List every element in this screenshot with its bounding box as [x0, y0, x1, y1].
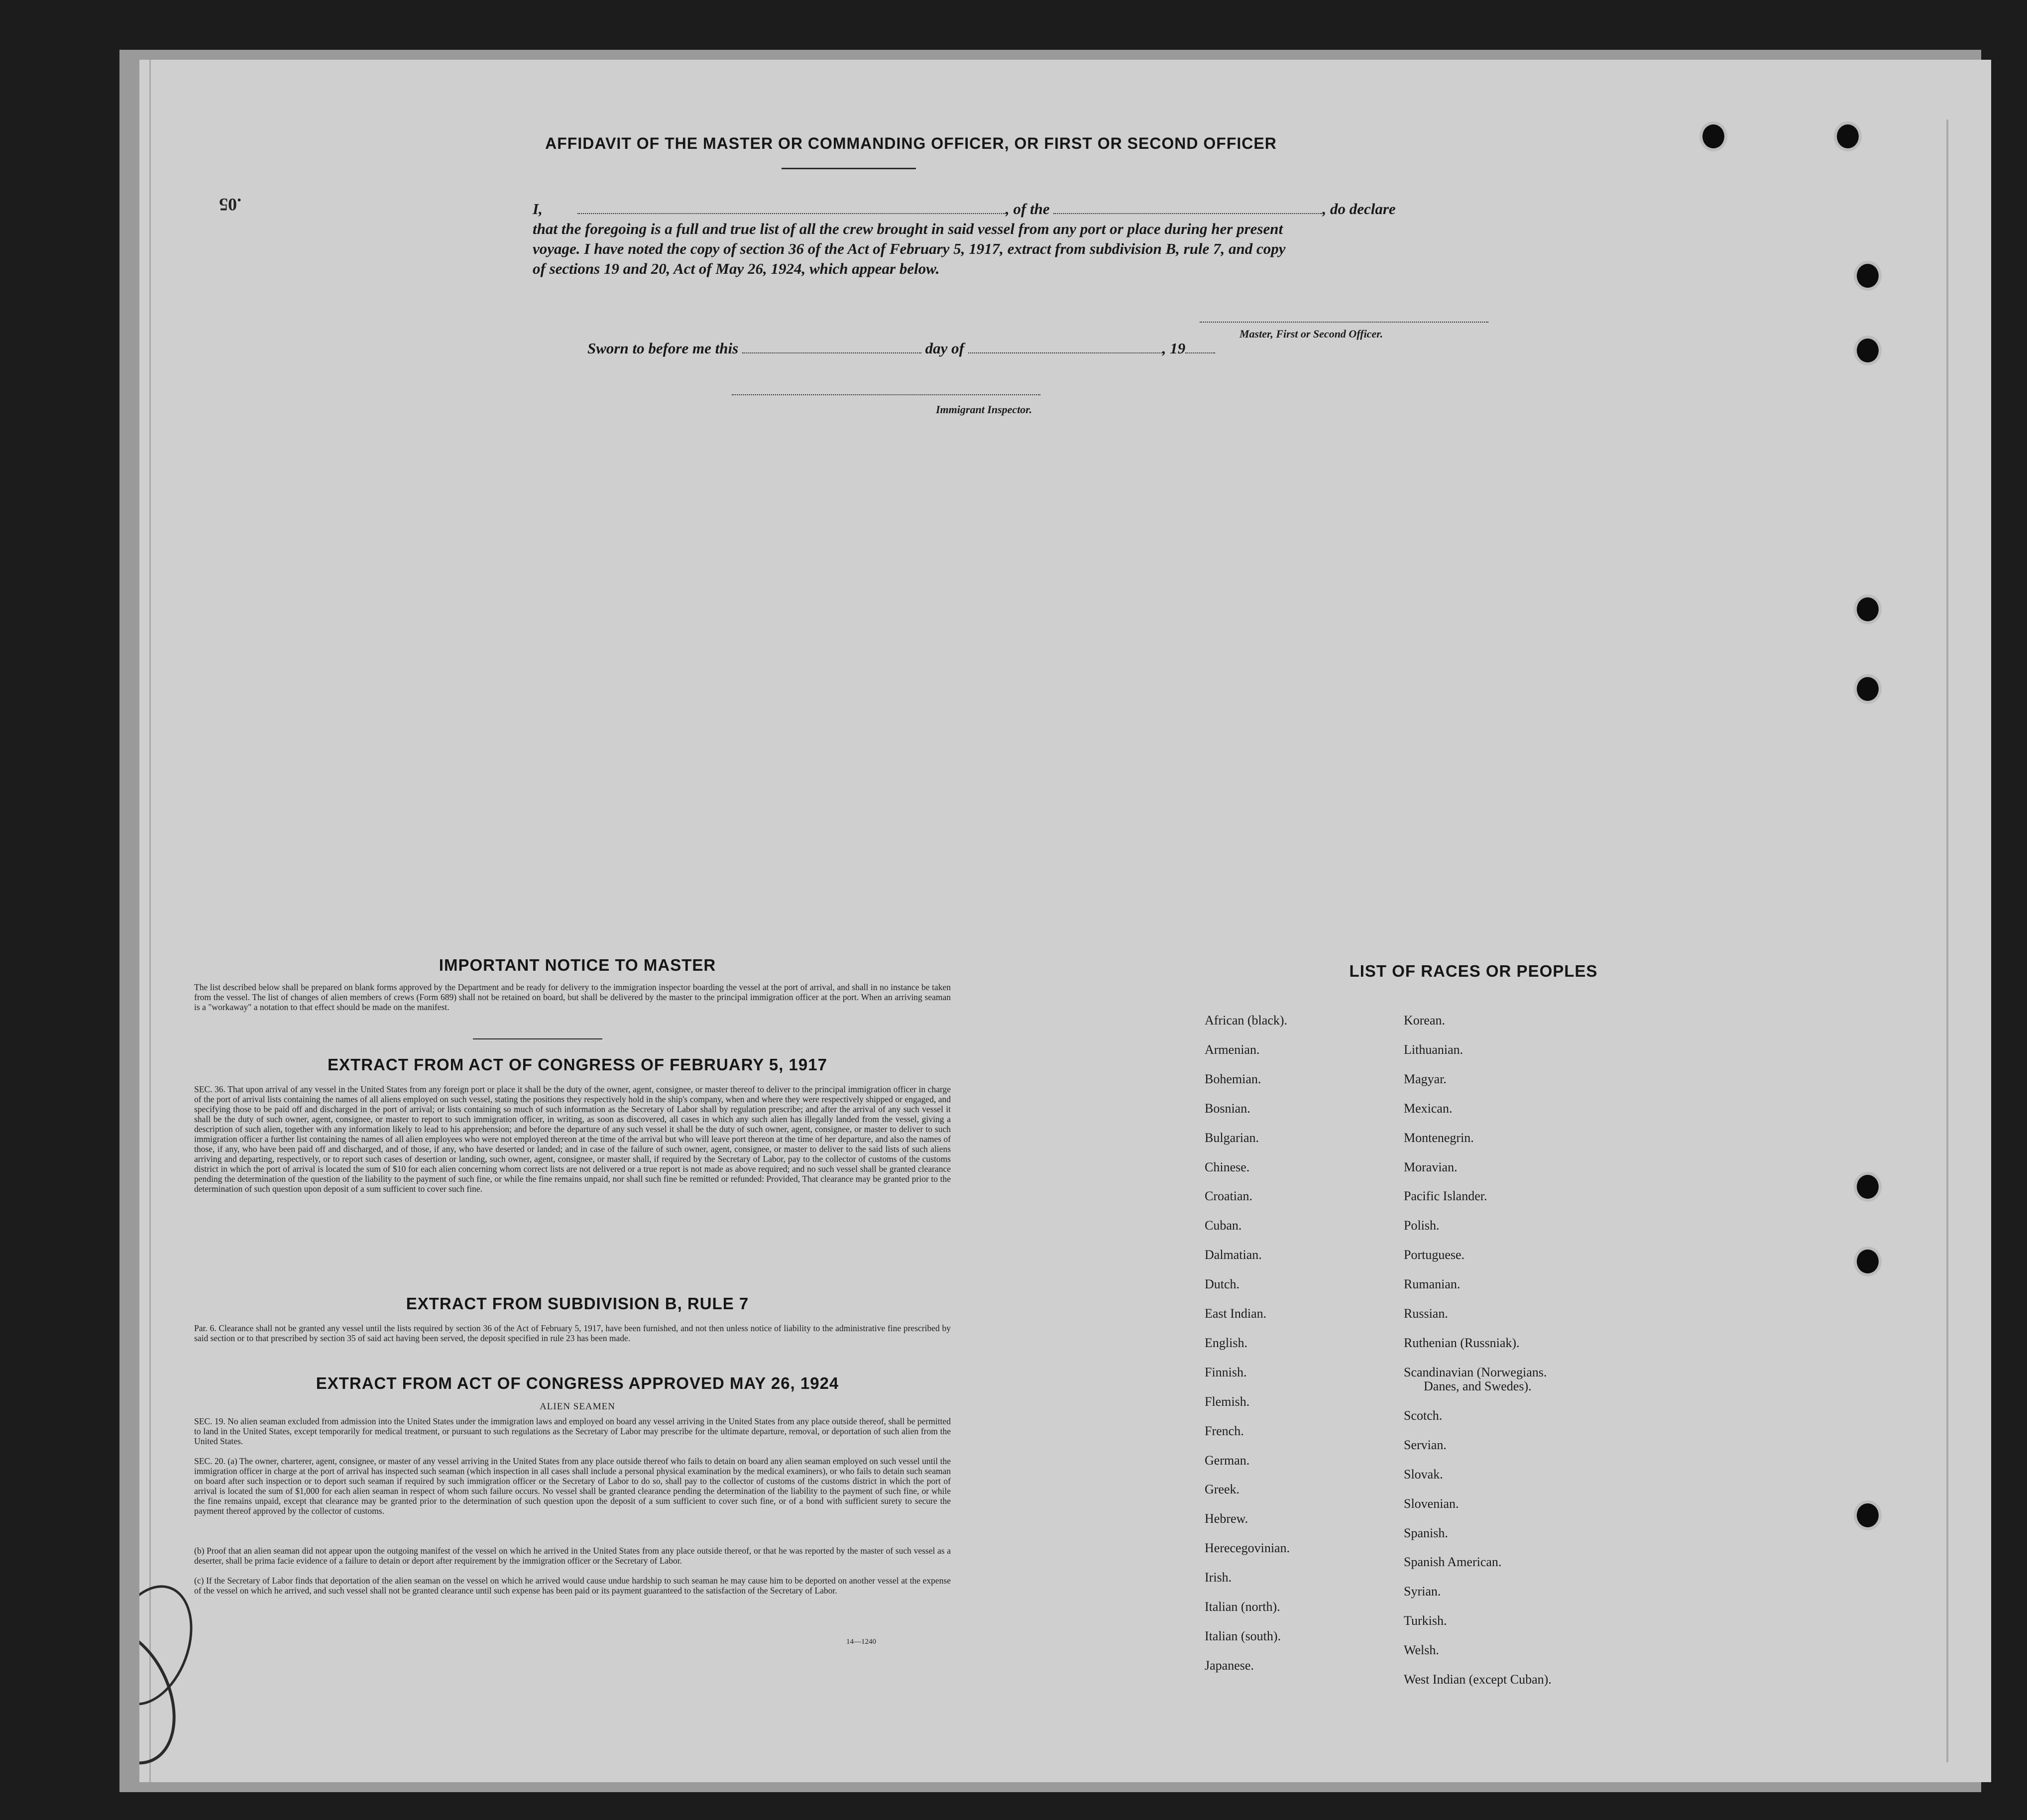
race-item: Irish. — [1205, 1570, 1232, 1585]
master-name-field[interactable] — [577, 200, 1006, 214]
affidavit-line-3: voyage. I have noted the copy of section 36 of the Act of February 5, 1917, extract from subdivision B, rule 7, and copy — [533, 240, 1286, 257]
affidavit-line-1 — [533, 199, 1558, 219]
race-item: Spanish. — [1404, 1525, 1448, 1540]
race-item: Slovenian. — [1404, 1496, 1459, 1511]
race-item: Korean. — [1404, 1013, 1446, 1027]
punch-hole — [1702, 124, 1724, 148]
title-rule — [782, 168, 916, 169]
race-item: Italian (south). — [1205, 1628, 1281, 1643]
race-item: Chinese. — [1205, 1159, 1250, 1174]
inspector-signature-line[interactable] — [732, 394, 1040, 395]
extract-1917-body: SEC. 36. That upon arrival of any vessel in the United States from any foreign port or place it shall be the duty of the owner, agent, consignee, or master thereof to deliver to the principal immigration officer in charge of the port of arrival lists containing the names of all aliens employed on such vessel, stating the positions they respectively hold in the ship's company, when and where they were respectively shipped or engaged, and specifying those to be paid off and discharged in the port of arrival; or lists containing so much of such information as the Secretary of Labor shall by regulation prescribe; and after the arrival of any such vessel it shall be the duty of such owner, agent, consignee, or master to report to such immigration officer, in writing, as soon as discovered, all cases in which any such alien has illegally landed from the vessel, giving a description of such alien, together with any information likely to lead to his apprehension; and before the departure of any such vessel it shall be the duty of such owner, agent, consignee, or master to deliver to such immigration officer a further list containing the names of all alien employees who were not employed thereon at the time of the arrival but who will leave port thereon at the time of her departure, and also the names of those, if any, who have been paid off and discharged, and of those, if any, who have deserted or landed; and in case of the failure of such owner, agent, consignee, or master to deliver to the said lists of such aliens arriving and departing, respectively, or to report such cases of desertion or landing, such owner, agent, consignee, or master shall, if required by the Secretary of Labor, pay to the collector of customs of the customs district in which the port of arrival is located the sum of $10 for each alien concerning whom correct lists are not delivered or a true report is not made as above required; and no such vessel shall be granted clearance pending the determination of the question of the liability to the payment of such fine, or while the fine remains unpaid, nor shall such fine be remitted or refunded: Provided, That clearance may be granted prior to the determination of such question upon deposit of a sum sufficient to cover such fine. — [194, 1084, 951, 1194]
extract-1924-title: EXTRACT FROM ACT OF CONGRESS APPROVED MAY 26, 1924 — [316, 1374, 839, 1392]
notice-title: IMPORTANT NOTICE TO MASTER — [439, 956, 716, 974]
extract-1924-sec20c: (c) If the Secretary of Labor finds that deportation of the alien seaman on the vessel on which he arrived would cause undue hardship to such seaman he may cause him to be deported on another vessel at the expense of the vessel on which he arrived, and such vessel shall not be granted clearance until such expense has been paid or its payment guaranteed to the satisfaction of the Secretary of Labor. — [194, 1576, 951, 1595]
race-item: Hebrew. — [1205, 1511, 1248, 1526]
page-edge-line — [1946, 119, 1948, 1762]
punch-hole — [1857, 1250, 1879, 1273]
race-item: Herecegovinian. — [1205, 1541, 1290, 1556]
race-item: English. — [1205, 1335, 1247, 1350]
notice-body: The list described below shall be prepared on blank forms approved by the Department and be ready for delivery to the immigration inspector boarding the vessel at the port of arrival, and shall in no instance be taken from the vessel. The list of changes of alien members of crews (Form 689) shall not be retained on board, but shall be delivered by the master to the principal immigration officer at the port. When an arriving seaman is a "workaway" a notation to that effect should be made on the manifest. — [194, 982, 951, 1012]
race-item: Croatian. — [1205, 1189, 1253, 1204]
master-signature-line[interactable] — [1200, 322, 1488, 323]
race-item: Turkish. — [1404, 1613, 1447, 1628]
race-item: Scandinavian (Norwegians. — [1404, 1365, 1547, 1379]
race-item: Flemish. — [1205, 1394, 1250, 1409]
race-item: Servian. — [1404, 1437, 1447, 1452]
affidavit-line-4: of sections 19 and 20, Act of May 26, 1924, which appear below. — [533, 260, 940, 277]
sworn-year-field[interactable] — [1185, 340, 1215, 353]
sworn-year-label: , 19 — [1162, 340, 1186, 357]
extract-1924-subtitle: ALIEN SEAMEN — [540, 1401, 615, 1412]
race-item: Montenegrin. — [1404, 1130, 1474, 1145]
margin-note: .05 — [219, 195, 241, 215]
punch-hole — [1857, 1175, 1879, 1199]
race-item: French. — [1205, 1423, 1244, 1438]
affidavit-i-label: I, — [533, 200, 543, 218]
extract-1924-sec20b: (b) Proof that an alien seaman did not appear upon the outgoing manifest of the vessel on which he arrived in the United States from any place outside thereof, or that he was reported by the master of such vessel as a deserter, shall be prima facie evidence of a failure to detain or deport after requirement by the immigration officer or the Secretary of Labor. — [194, 1546, 951, 1566]
race-item: Lithuanian. — [1404, 1042, 1464, 1057]
race-item: Bulgarian. — [1205, 1130, 1259, 1145]
sworn-month-field[interactable] — [968, 340, 1162, 353]
form-number: 14—1240 — [846, 1638, 876, 1646]
sworn-day-of-label: day of — [925, 340, 964, 357]
master-signature-caption: Master, First or Second Officer. — [1239, 328, 1383, 340]
race-item: Greek. — [1205, 1482, 1240, 1497]
affidavit-of-the-label: , of the — [1006, 200, 1050, 218]
affidavit-title: AFFIDAVIT OF THE MASTER OR COMMANDING OFFICER, OR FIRST OR SECOND OFFICER — [545, 134, 1277, 152]
race-item: Polish. — [1404, 1218, 1440, 1233]
race-item: Italian (north). — [1205, 1599, 1280, 1614]
page-edge-line — [149, 60, 151, 1782]
section-rule — [473, 1038, 602, 1039]
race-item: Welsh. — [1404, 1643, 1439, 1658]
punch-hole — [1857, 1503, 1879, 1527]
document-page — [139, 60, 1991, 1782]
punch-hole — [1857, 339, 1879, 362]
race-item: Finnish. — [1205, 1365, 1247, 1379]
race-item: African (black). — [1205, 1013, 1288, 1027]
race-item: Syrian. — [1404, 1584, 1441, 1599]
race-item: Russian. — [1404, 1306, 1448, 1321]
race-item: Spanish American. — [1404, 1555, 1502, 1570]
races-title: LIST OF RACES OR PEOPLES — [1349, 962, 1598, 980]
inspector-caption: Immigrant Inspector. — [936, 403, 1032, 416]
extract-1924-sec19: SEC. 19. No alien seaman excluded from admission into the United States under the immigration laws and employed on board any vessel arriving in the United States from any place outside thereof, shall be permitted to land in the United States, except temporarily for medical treatment, or pursuant to such regulations as the Secretary of Labor may prescribe for the ultimate departure, removal, or deportation of such alien from the United States. — [194, 1416, 951, 1446]
extract-1924-sec20a: SEC. 20. (a) The owner, charterer, agent, consignee, or master of any vessel arriving in the United States from any place outside thereof who fails to detain on board any alien seaman employed on such vessel until the immigration officer in charge at the port of arrival has inspected such seaman (which inspection in all cases shall include a personal physical examination by the medical examiners), or who fails to detain such seaman on board after such inspection or to deport such seaman if required by such immigration officer or the Secretary of Labor to do so, shall pay to the collector of customs of the customs district in which the port of arrival is located the sum of $1,000 for each alien seaman in respect of whom such failure occurs. No vessel shall be granted clearance pending the determination of the liability to the payment of such fine, or while the fine remains unpaid, except that clearance may be granted prior to the determination of such question upon the deposit of a sum sufficient to cover such fine, or of a bond with sufficient surety to secure the payment thereof approved by the collector of customs. — [194, 1456, 951, 1516]
race-item: Portuguese. — [1404, 1248, 1465, 1262]
extract-rule7-body: Par. 6. Clearance shall not be granted any vessel until the lists required by section 36 of the Act of February 5, 1917, have been furnished, and not then unless notice of liability to the administrative fine prescribed by said section or to that prescribed by section 35 of said act having been served, the deposit specified in rule 23 has been made. — [194, 1323, 951, 1343]
race-item: Bosnian. — [1205, 1101, 1250, 1116]
race-item: Pacific Islander. — [1404, 1189, 1487, 1204]
vessel-name-field[interactable] — [1053, 200, 1322, 214]
extract-1917-title: EXTRACT FROM ACT OF CONGRESS OF FEBRUARY 5, 1917 — [328, 1055, 827, 1074]
affidavit-declare-label: , do declare — [1322, 200, 1396, 218]
race-item: Rumanian. — [1404, 1277, 1461, 1292]
race-item: East Indian. — [1205, 1306, 1267, 1321]
race-item: Dalmatian. — [1205, 1248, 1262, 1262]
race-item: Scotch. — [1404, 1408, 1443, 1423]
race-item: Cuban. — [1205, 1218, 1242, 1233]
race-item: Bohemian. — [1205, 1071, 1261, 1086]
punch-hole — [1837, 124, 1859, 148]
race-item: Magyar. — [1404, 1071, 1447, 1086]
punch-hole — [1857, 597, 1879, 621]
race-item: Danes, and Swedes). — [1424, 1379, 1532, 1394]
race-item: Japanese. — [1205, 1658, 1254, 1673]
extract-rule7-title: EXTRACT FROM SUBDIVISION B, RULE 7 — [406, 1294, 749, 1313]
sworn-line — [587, 339, 1284, 358]
race-item: Mexican. — [1404, 1101, 1453, 1116]
race-item: Moravian. — [1404, 1159, 1458, 1174]
race-item: Ruthenian (Russniak). — [1404, 1335, 1520, 1350]
affidavit-line-2: that the foregoing is a full and true list of all the crew brought in said vessel from any port or place during her present — [533, 220, 1283, 237]
sworn-day-field[interactable] — [742, 340, 921, 353]
punch-hole — [1857, 264, 1879, 288]
race-item: Armenian. — [1205, 1042, 1260, 1057]
race-item: West Indian (except Cuban). — [1404, 1672, 1552, 1687]
race-item: German. — [1205, 1453, 1250, 1468]
race-item: Dutch. — [1205, 1277, 1240, 1292]
punch-hole — [1857, 677, 1879, 701]
race-item: Slovak. — [1404, 1467, 1443, 1481]
sworn-prefix: Sworn to before me this — [587, 340, 739, 357]
